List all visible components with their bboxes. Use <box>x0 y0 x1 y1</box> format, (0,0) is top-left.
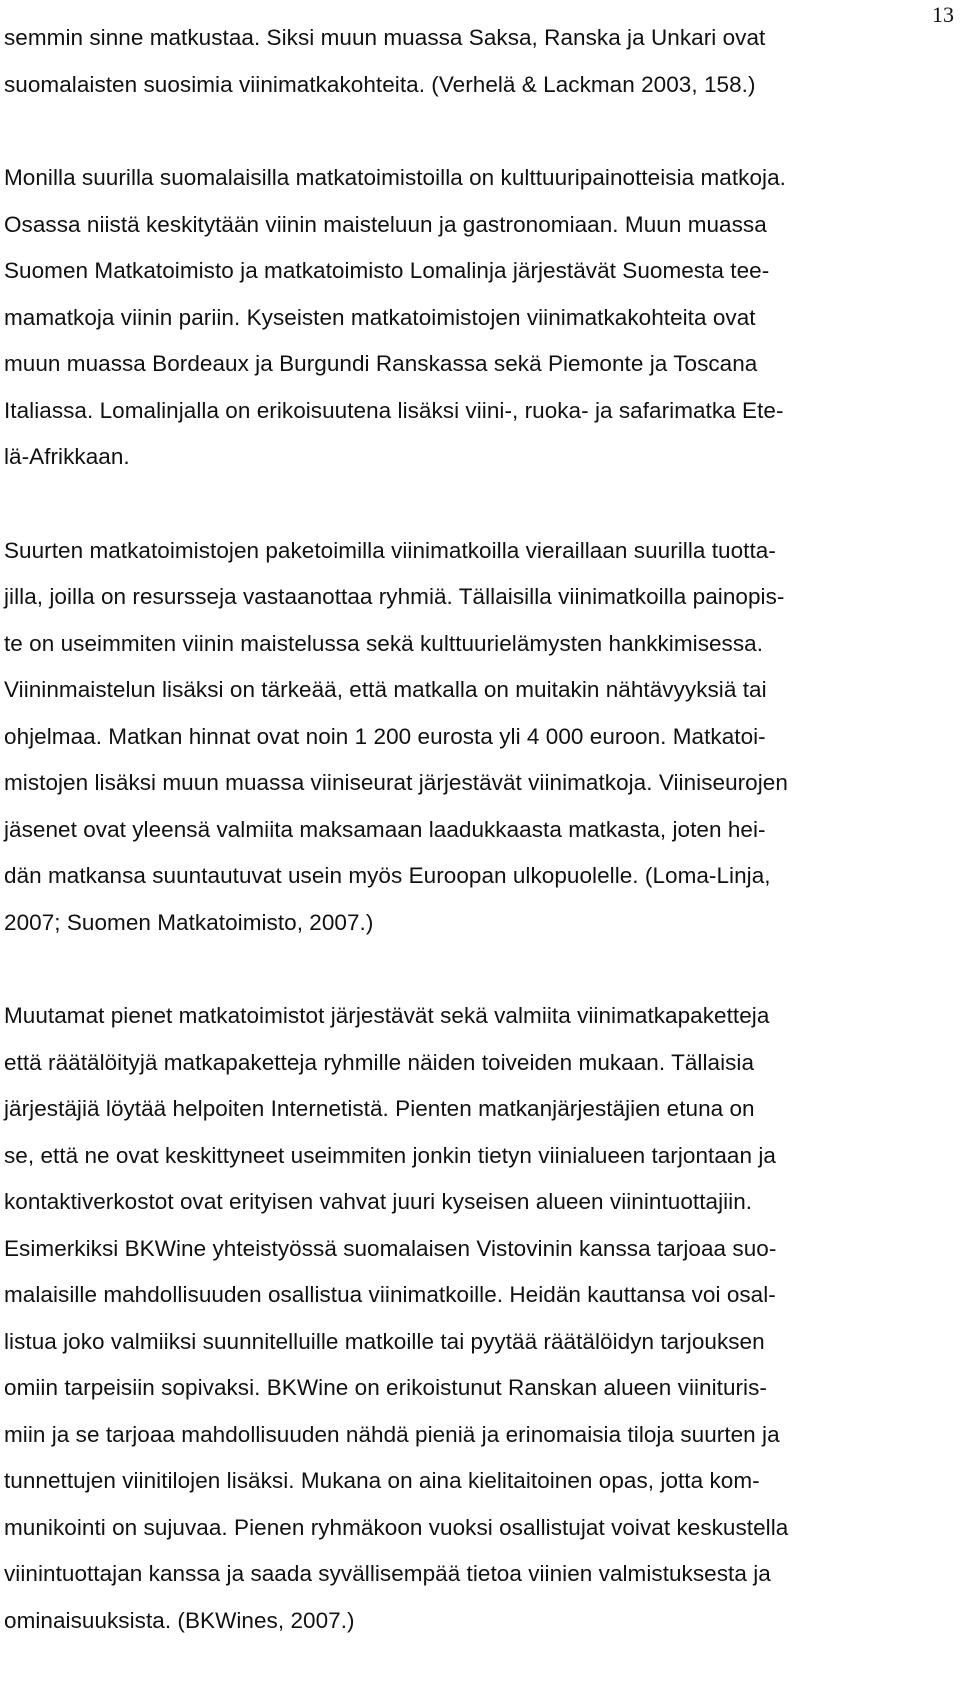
text-line: dän matkansa suuntautuvat usein myös Euroopan ulkopuolelle. (Loma-Linja, <box>4 863 771 888</box>
text-line: Esimerkiksi BKWine yhteistyössä suomalaisen Vistovinin kanssa tarjoaa suo- <box>4 1235 777 1261</box>
text-line: mistojen lisäksi muun muassa viiniseurat järjestävät viinimatkoja. Viiniseurojen <box>4 770 788 795</box>
text-line: ohjelmaa. Matkan hinnat ovat noin 1 200 eurosta yli 4 000 euroon. Matkatoi- <box>4 723 766 749</box>
text-line: Suomen Matkatoimisto ja matkatoimisto Lomalinja järjestävät Suomesta tee- <box>4 258 770 283</box>
text-line: jäsenet ovat yleensä valmiita maksamaan laadukkaasta matkasta, joten hei- <box>4 816 766 842</box>
text-line: miin ja se tarjoaa mahdollisuuden nähdä pieniä ja erinomaisia tiloja suurten ja <box>4 1421 780 1447</box>
text-line: semmin sinne matkustaa. Siksi muun muassa Saksa, Ranska ja Unkari ovat <box>4 25 766 50</box>
text-line: munikointi on sujuvaa. Pienen ryhmäkoon vuoksi osallistujat voivat keskustella <box>4 1514 789 1540</box>
text-line: listua joko valmiiksi suunnitelluille matkoille tai pyytää räätälöidyn tarjouksen <box>4 1328 765 1354</box>
text-line: tunnettujen viinitilojen lisäksi. Mukana on aina kielitaitoinen opas, jotta kom- <box>4 1468 760 1493</box>
text-line: mamatkoja viinin pariin. Kyseisten matkatoimistojen viinimatkakohteita ovat <box>4 304 756 330</box>
text-line: omiin tarpeisiin sopivaksi. BKWine on erikoistunut Ranskan alueen viinituris- <box>4 1375 767 1400</box>
text-line: kontaktiverkostot ovat erityisen vahvat juuri kyseisen alueen viinintuottajiin. <box>4 1189 753 1214</box>
text-line: Muutamat pienet matkatoimistot järjestävät sekä valmiita viinimatkapaketteja <box>4 1003 770 1028</box>
text-line: suomalaisten suosimia viinimatkakohteita. (Verhelä & Lackman 2003, 158.) <box>4 71 756 97</box>
text-line: järjestäjiä löytää helpoiten Internetistä. Pienten matkanjärjestäjien etuna on <box>4 1096 755 1121</box>
text-line: ominaisuuksista. (BKWines, 2007.) <box>4 1607 355 1633</box>
text-line: Monilla suurilla suomalaisilla matkatoimistoilla on kulttuuripainotteisia matkoja. <box>4 165 786 190</box>
text-line: viinintuottajan kanssa ja saada syvällisempää tietoa viinien valmistuksesta ja <box>4 1561 771 1586</box>
text-line: Osassa niistä keskitytään viinin maisteluun ja gastronomiaan. Muun muassa <box>4 211 767 237</box>
text-line: Viininmaistelun lisäksi on tärkeää, että matkalla on muitakin nähtävyyksiä tai <box>4 677 767 702</box>
text-line: Suurten matkatoimistojen paketoimilla viinimatkoilla vieraillaan suurilla tuotta- <box>4 537 776 563</box>
page-number: 13 <box>932 2 954 27</box>
text-line: se, että ne ovat keskittyneet useimmiten jonkin tietyn viinialueen tarjontaan ja <box>4 1142 776 1168</box>
text-line: Italiassa. Lomalinjalla on erikoisuutena lisäksi viini-, ruoka- ja safarimatka Ete- <box>4 397 784 423</box>
text-line: lä-Afrikkaan. <box>4 444 130 469</box>
text-line: jilla, joilla on resursseja vastaanottaa ryhmiä. Tällaisilla viinimatkoilla painopis- <box>4 584 785 609</box>
text-line: että räätälöityjä matkapaketteja ryhmille näiden toiveiden mukaan. Tällaisia <box>4 1049 755 1075</box>
text-line: malaisille mahdollisuuden osallistua viinimatkoille. Heidän kauttansa voi osal- <box>4 1282 776 1307</box>
text-line: 2007; Suomen Matkatoimisto, 2007.) <box>4 909 374 935</box>
text-line: muun muassa Bordeaux ja Burgundi Ranskassa sekä Piemonte ja Toscana <box>4 351 758 376</box>
text-line: te on useimmiten viinin maistelussa sekä kulttuurielämysten hankkimisessa. <box>4 630 764 656</box>
